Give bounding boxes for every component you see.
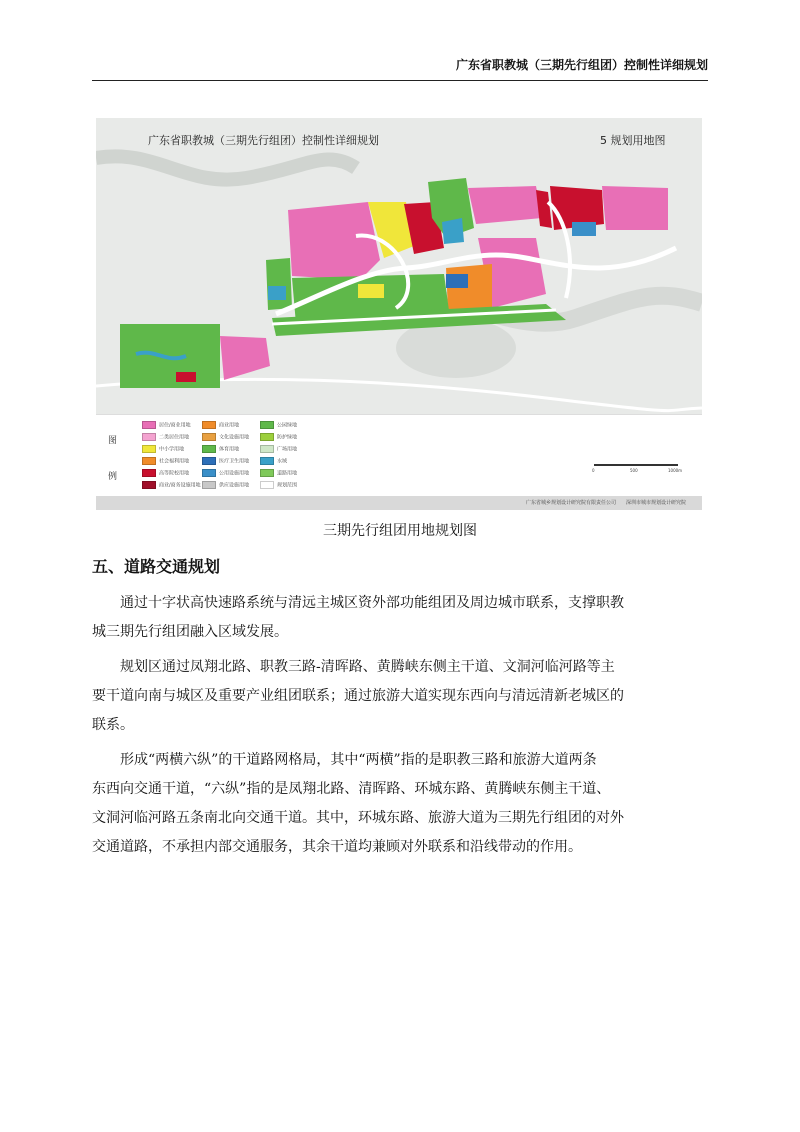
parcel-blue — [446, 274, 468, 288]
legend-item: 高等院校用地 — [142, 469, 189, 477]
paragraph-line: 联系。 — [92, 717, 134, 733]
legend-swatch — [142, 457, 156, 465]
credit-left: 广东省城乡规划设计研究院有限责任公司 — [526, 500, 617, 506]
paragraph — [92, 746, 708, 862]
credit-right: 深圳市城市规划设计研究院 — [626, 500, 687, 506]
figure-footer — [96, 496, 702, 510]
figure-caption: 三期先行组团用地规划图 — [323, 523, 477, 539]
legend-label: 例 — [108, 472, 118, 482]
parcel-education — [176, 372, 196, 382]
parcel-green — [266, 258, 292, 310]
running-header: 广东省职教城（三期先行组团）控制性详细规划 — [455, 58, 708, 72]
land-use-map — [96, 118, 702, 414]
legend-swatch — [202, 481, 216, 489]
legend-item: 公用设施用地 — [202, 469, 249, 477]
legend-item: 商业/商务设施用地 — [142, 481, 201, 489]
legend-swatch — [202, 469, 216, 477]
legend-swatch — [260, 469, 274, 477]
paragraph-line: 要干道向南与城区及重要产业组团联系；通过旅游大道实现东西向与清远清新老城区的 — [92, 688, 624, 704]
legend-swatch — [260, 433, 274, 441]
parcel-water — [268, 286, 286, 300]
legend-item: 规划范围 — [260, 481, 297, 489]
legend-swatch — [142, 481, 156, 489]
map-title: 广东省职教城（三期先行组团）控制性详细规划 — [148, 134, 379, 147]
paragraph-line: 形成“两横六纵”的干道路网格局，其中“两横”指的是职教三路和旅游大道两条 — [92, 752, 597, 768]
section-heading: 五、道路交通规划 — [92, 557, 221, 576]
legend-item: 广场用地 — [260, 445, 297, 453]
legend-item: 供应设施用地 — [202, 481, 249, 489]
legend-item: 防护绿地 — [260, 433, 297, 441]
legend-item: 文化设施用地 — [202, 433, 249, 441]
parcel-water — [572, 222, 596, 236]
paragraph-line: 城三期先行组团融入区域发展。 — [92, 624, 288, 640]
legend-swatch — [142, 445, 156, 453]
legend-item: 道路用地 — [260, 469, 297, 477]
legend-item: 居住/商业用地 — [142, 421, 191, 429]
legend-item: 医疗卫生用地 — [202, 457, 249, 465]
legend-swatch — [202, 433, 216, 441]
legend-item: 社会福利用地 — [142, 457, 189, 465]
legend-item: 水域 — [260, 457, 287, 465]
map-number: 5 规划用地图 — [600, 134, 666, 147]
legend-swatch — [260, 457, 274, 465]
parcel-residential — [288, 202, 380, 280]
legend-item: 公园绿地 — [260, 421, 297, 429]
legend-swatch — [260, 481, 274, 489]
parcel-water — [442, 218, 464, 244]
legend-item: 中小学用地 — [142, 445, 184, 453]
scale-label: 0 — [592, 468, 595, 473]
legend-swatch — [202, 421, 216, 429]
paragraph-line: 通过十字状高快速路系统与清远主城区资外部功能组团及周边城市联系，支撑职教 — [92, 595, 624, 611]
legend-swatch — [202, 445, 216, 453]
scale-label: 1000m — [668, 468, 683, 473]
parcel-residential — [602, 186, 668, 230]
map-legend — [96, 414, 702, 497]
parcel-commercial — [358, 284, 384, 298]
legend-swatch — [142, 433, 156, 441]
paragraph-line: 东西向交通干道，“六纵”指的是凤翔北路、清晖路、环城东路、黄腾峡东侧主干道、 — [92, 781, 611, 797]
legend-swatch — [260, 445, 274, 453]
paragraph — [92, 653, 708, 740]
parcel-residential — [468, 186, 542, 224]
header-rule — [92, 80, 708, 81]
paragraph-line: 交通道路，不承担内部交通服务，其余干道均兼顾对外联系和沿线带动的作用。 — [92, 839, 582, 855]
legend-swatch — [260, 421, 274, 429]
scale-label: 500 — [630, 468, 638, 473]
legend-item: 商业用地 — [202, 421, 239, 429]
paragraph — [92, 589, 708, 647]
paragraph-line: 文洞河临河路五条南北向交通干道。其中，环城东路、旅游大道为三期先行组团的对外 — [92, 810, 624, 826]
legend-swatch — [202, 457, 216, 465]
scale-bar — [594, 464, 678, 466]
legend-swatch — [142, 421, 156, 429]
land-use-map-figure — [96, 118, 702, 510]
legend-label: 图 — [108, 436, 118, 446]
legend-item: 体育用地 — [202, 445, 239, 453]
legend-item: 二类居住用地 — [142, 433, 189, 441]
paragraph-line: 规划区通过凤翔北路、职教三路-清晖路、黄腾峡东侧主干道、文洞河临河路等主 — [92, 659, 615, 675]
legend-swatch — [142, 469, 156, 477]
